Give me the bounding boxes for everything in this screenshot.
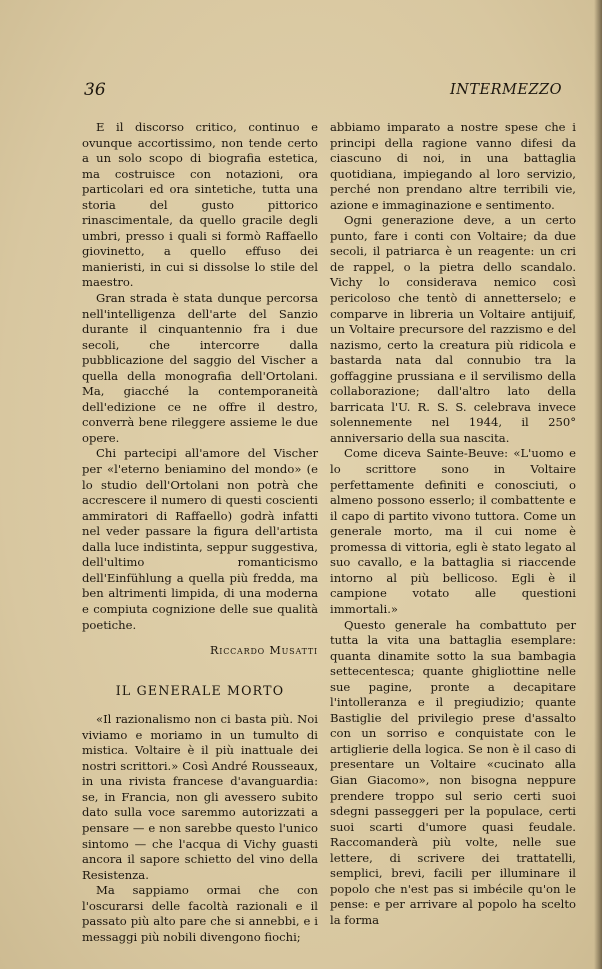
left-column <box>82 120 318 945</box>
paragraph: Gran strada è stata dunque percorsa nell'intelligenza dell'arte del Sanzio durante il cinquantennio fra i due secoli, che intercorre dalla pubblicazione del saggio del Vischer a quella della monografia dell'Ortolani. Ma, giacché la contemporaneità dell'edizione ce ne offre il destro, converrà bene rileggere assieme le due opere. <box>82 291 318 445</box>
paragraph: Ogni generazione deve, a un certo punto, fare i conti con Voltaire; da due secoli, il patriarca è un reagente: un cri de rappel, o la pietra dello scandalo. Vichy lo considerava nemico così pericoloso che tentò di annetterselo; e comparve in libreria un Voltaire antijuif, un Voltaire precursore del razzismo e del nazismo, certo la creatura più ridicola e bastarda nata dal connubio tra la goffaggine prussiana e il servilismo della collaborazione; dall'altro lato della barricata l'U. R. S. S. celebrava invece solennemente nel 1944, il 250° anniversario della sua nascita. <box>330 213 576 445</box>
paragraph: E il discorso critico, continuo e ovunque accortissimo, non tende certo a un solo scopo di biografia estetica, ma costruisce con notazioni, ora particolari ed ora sintetiche, tutta una storia del gusto pittorico rinascimentale, da quello gracile degli umbri, presso i quali si formò Raffaello giovinetto, a quello effuso dei manieristi, in cui si dissolse lo stile del maestro. <box>82 120 318 290</box>
paragraph: Questo generale ha combattuto per tutta la vita una battaglia esemplare: quanta dinamite sotto la sua bambagia settecentesca; quante ghigliottine nelle sue pagine, pronte a decapitare l'intolleranza e il pregiudizio; quante Bastiglie del privilegio prese d'assalto con un sorriso e conquistate con le artiglierie della logica. Se non è il caso di presentare un Voltaire «cucinato alla Gian Giacomo», non bisogna neppure prendere troppo sul serio certi suoi sdegni passeggeri per la populace, certi suoi scarti d'umore quasi feudale. Raccomanderà più volte, nelle sue lettere, di scrivere dei trattatelli, semplici, brevi, facili per illuminare il popolo che n'est pas si imbécile qu'on le pense: e per arrivare al popolo ha scelto la forma <box>330 617 576 927</box>
paragraph: Come diceva Sainte-Beuve: «L'uomo e lo scrittore sono in Voltaire perfettamente definiti e conosciuti, o almeno possono esserlo; il combattente e il capo di partito vivono tuttora. Come un generale morto, ma il cui nome è promessa di vittoria, egli è stato legato al suo cavallo, e la battaglia si riaccende intorno al più bellicoso. Egli è il campione votato alle questioni immortali.» <box>330 446 576 616</box>
page-edge-shadow <box>594 0 602 969</box>
author-signature: Riccardo Musatti <box>210 644 318 658</box>
section-title: IL GENERALE MORTO <box>115 682 285 698</box>
paragraph: «Il razionalismo non ci basta più. Noi viviamo e moriamo in un tumulto di mistica. Voltaire è il più inattuale dei nostri scrittori.» Così André Rousseaux, in una rivista francese d'avanguardia: se, in Francia, non gli avessero subito dato sulla voce saremmo autorizzati a pensare — e non sarebbe questo l'unico sintomo — che l'acqua di Vichy guasti ancora il sapore schietto del vino della Resistenza. <box>82 712 318 882</box>
right-column <box>330 120 576 928</box>
paragraph: Ma sappiamo ormai che con l'oscurarsi delle facoltà razionali e il passato più alto pare che si annebbi, e i messaggi più nobili divengono fiochi; <box>82 883 318 944</box>
running-title: INTERMEZZO <box>449 82 562 98</box>
paragraph: abbiamo imparato a nostre spese che i principi della ragione vanno difesi da ciascuno di noi, in una battaglia quotidiana, impiegando al loro servizio, perché non prendano altre terribili vie, azione e immaginazione e sentimento. <box>330 120 576 212</box>
page-number: 36 <box>84 80 106 100</box>
paragraph: Chi partecipi all'amore del Vischer per «l'eterno beniamino del mondo» (e lo studio dell'Ortolani non potrà che accrescere il numero di questi coscienti ammiratori di Raffaello) godrà infatti nel veder passare la figura dell'artista dalla luce indistinta, seppur suggestiva, dell'ultimo romanticismo dell'Einfühlung a quella più fredda, ma ben altrimenti limpida, di una moderna e compiuta cognizione delle sue qualità poetiche. <box>82 446 318 632</box>
